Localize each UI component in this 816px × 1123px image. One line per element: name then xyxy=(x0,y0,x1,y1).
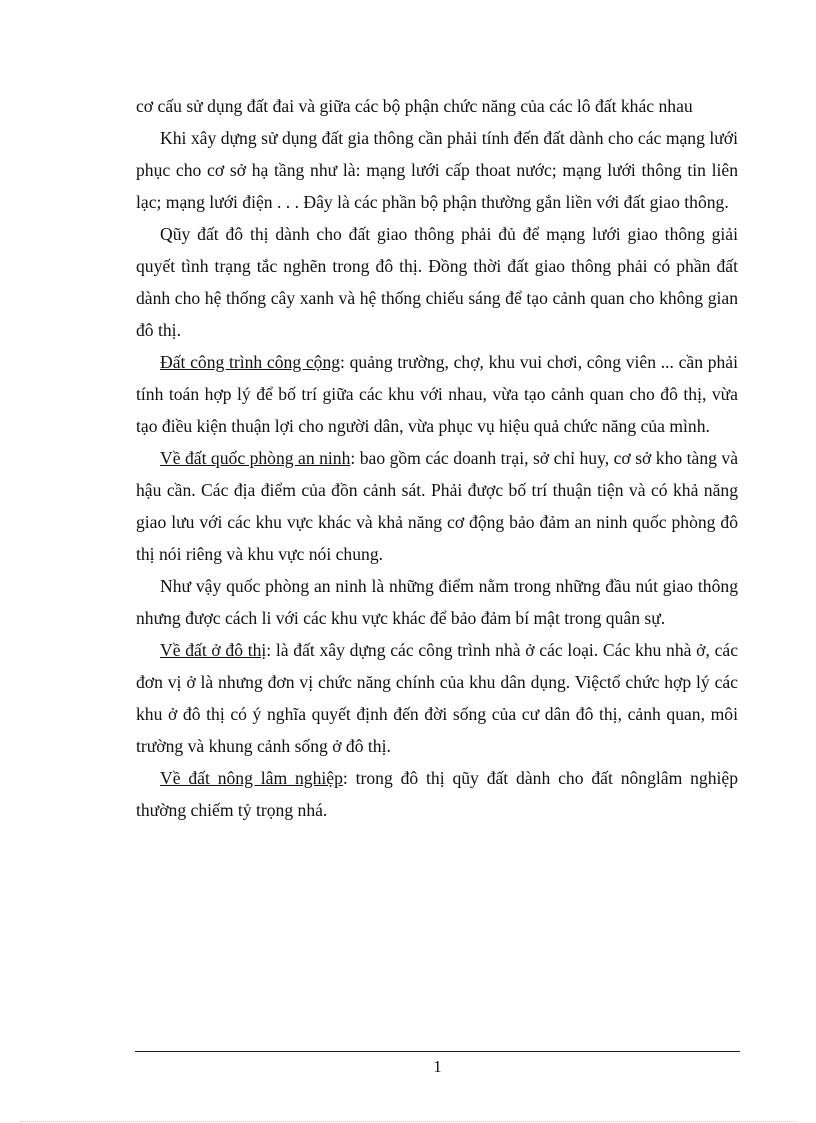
page-bottom-border xyxy=(20,1121,796,1122)
paragraph-continuation: cơ cấu sử dụng đất đai và giữa các bộ phận chức năng của các lô đất khác nhau xyxy=(136,96,693,116)
paragraph-residential xyxy=(136,634,738,762)
heading-defense-security: Về đất quốc phòng an ninh xyxy=(160,448,351,468)
paragraph-agriculture-forestry xyxy=(136,762,738,826)
paragraph-traffic-land-networks: Khi xây dựng sử dụng đất gia thông cần phải tính đến đất dành cho các mạng lưới phục cho cơ sở hạ tầng như là: mạng lưới cấp thoat nước; mạng lưới thông tin liên lạc; mạng lưới điện . . . Đây là các phần bộ phận thường gắn liền với đất giao thông. xyxy=(136,128,738,212)
paragraph-defense-security xyxy=(136,442,738,570)
paragraph-traffic-land-fund: Qũy đất đô thị dành cho đất giao thông phải đủ để mạng lưới giao thông giải quyết tình trạng tắc nghẽn trong đô thị. Đồng thời đất giao thông phải có phần đất dành cho hệ thống cây xanh và hệ thống chiếu sáng để tạo cảnh quan cho không gian đô thị. xyxy=(136,224,738,340)
page-number: 1 xyxy=(433,1057,442,1076)
heading-residential: Về đất ở đô thị xyxy=(160,640,267,660)
text-residential: : là đất xây dựng các công trình nhà ở các loại. Các khu nhà ở, các đơn vị ở là nhưng đơn vị chức năng chính của khu dân dụng. Việctổ chức hợp lý các khu ở đô thị có ý nghĩa quyết định đến đời sống của cư dân đô thị, cảnh quan, môi trường và khung cảnh sống ở đô thị. xyxy=(136,640,738,756)
text-defense-security: : bao gồm các doanh trại, sở chỉ huy, cơ sở kho tàng và hậu cần. Các địa điểm của đồn cảnh sát. Phải được bố trí thuận tiện và có khả năng giao lưu với các khu vực khác và khả năng cơ động bảo đảm an ninh quốc phòng đô thị nói riêng và khu vực nói chung. xyxy=(136,448,738,564)
text-public-works: : quảng trường, chợ, khu vui chơi, công viên ... cần phải tính toán hợp lý để bố trí giữa các khu với nhau, vừa tạo cảnh quan cho đô thị, vừa tạo điều kiện thuận lợi cho người dân, vừa phục vụ hiệu quả chức năng của mình. xyxy=(136,352,738,436)
footer-divider xyxy=(135,1051,740,1052)
paragraph-defense-conclusion: Như vậy quốc phòng an ninh là những điểm nằm trong những đầu nút giao thông nhưng được cách li với các khu vực khác để bảo đảm bí mật trong quân sự. xyxy=(136,576,738,628)
body-text xyxy=(136,90,738,826)
heading-agriculture-forestry: Về đất nông lâm nghiệp xyxy=(160,768,343,788)
heading-public-works: Đất công trình công cộng xyxy=(160,352,341,372)
paragraph-public-works xyxy=(136,346,738,442)
text-agriculture-forestry: : trong đô thị qũy đất dành cho đất nônglâm nghiệp thường chiếm tỷ trọng nhá. xyxy=(136,768,738,820)
